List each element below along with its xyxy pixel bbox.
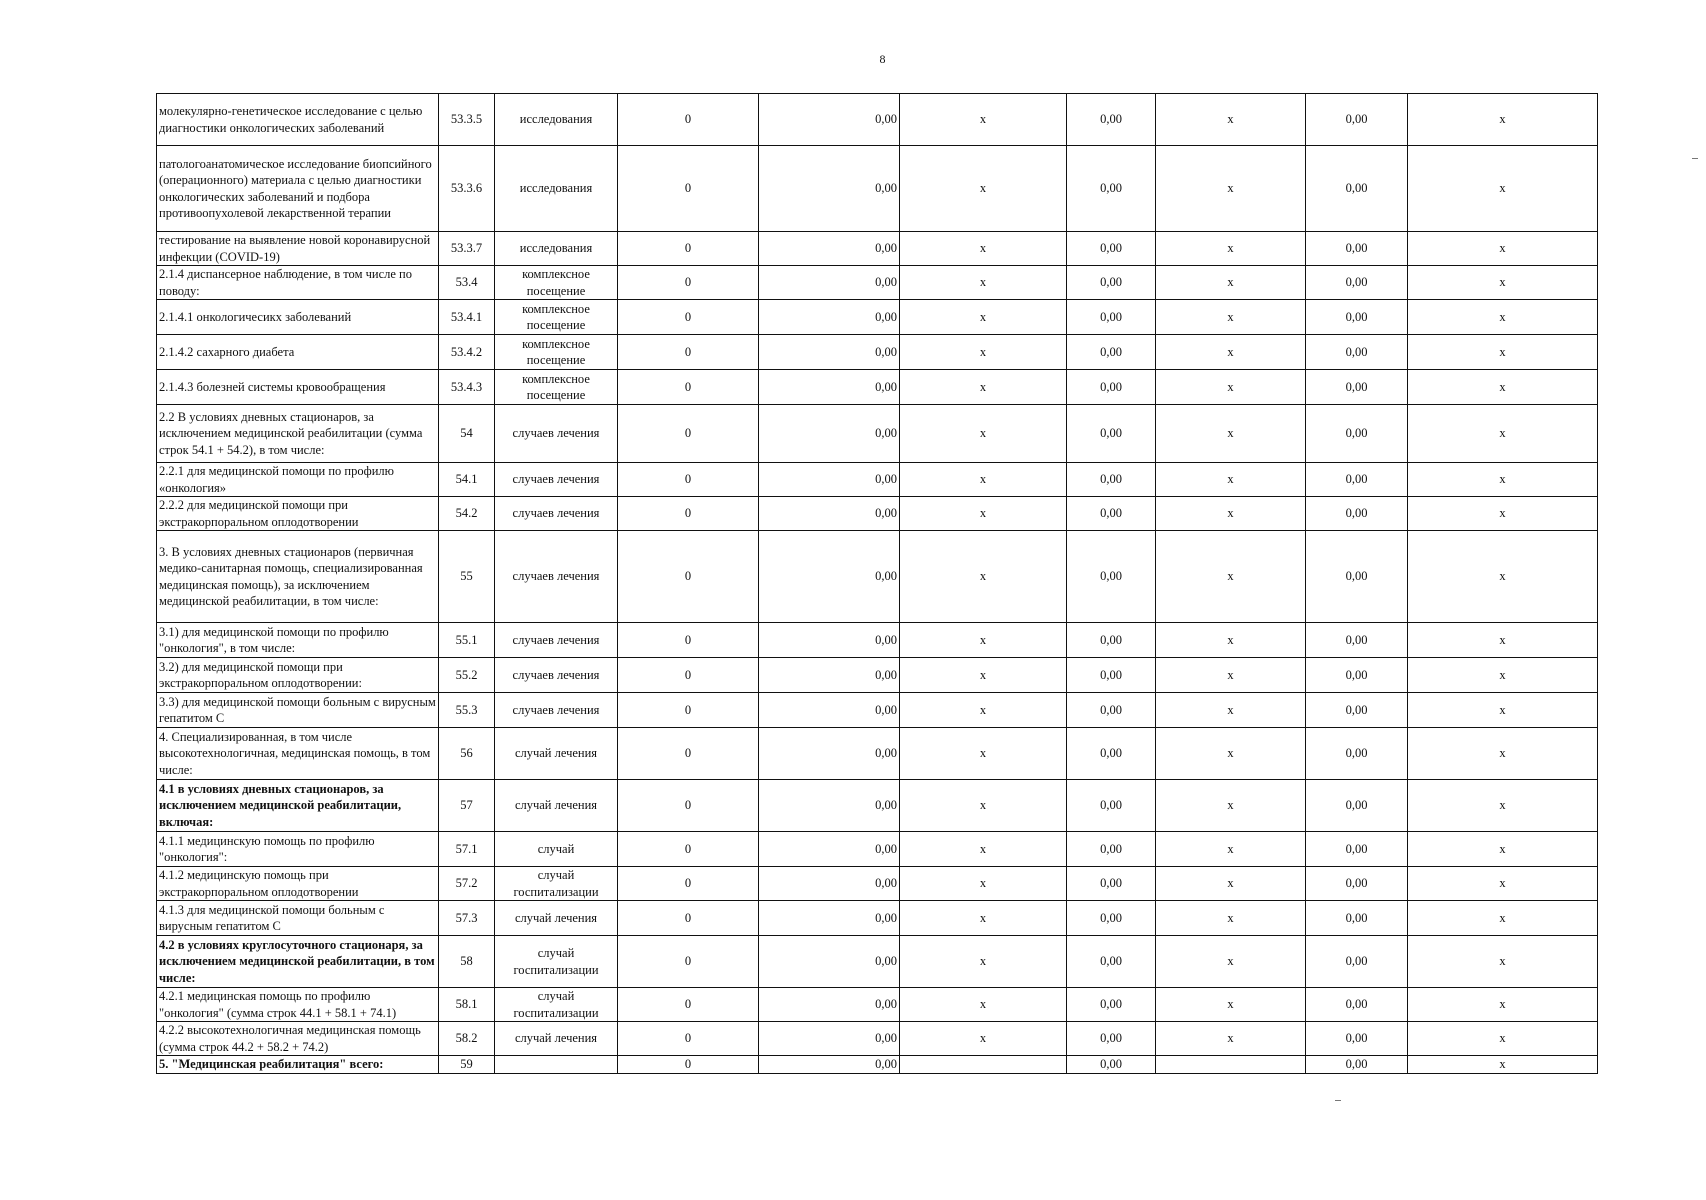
cell-x3: x (1408, 266, 1598, 300)
table-row (157, 988, 1598, 1022)
cell-v3: 0,00 (1067, 94, 1156, 146)
cell-v1: 0 (618, 405, 759, 463)
cell-v2: 0,00 (759, 497, 900, 531)
cell-v1: 0 (618, 658, 759, 693)
cell-v3: 0,00 (1067, 497, 1156, 531)
cell-v2: 0,00 (759, 901, 900, 936)
cell-v2: 0,00 (759, 335, 900, 370)
cell-x3: x (1408, 463, 1598, 497)
cell-x2: x (1156, 497, 1306, 531)
table-body (157, 94, 1598, 1074)
cell-code: 55 (439, 531, 495, 623)
cell-x3: x (1408, 728, 1598, 780)
cell-v3: 0,00 (1067, 232, 1156, 266)
cell-v1: 0 (618, 1056, 759, 1074)
cell-v2: 0,00 (759, 146, 900, 232)
cell-x2: x (1156, 623, 1306, 658)
cell-code: 57.3 (439, 901, 495, 936)
cell-x2: x (1156, 832, 1306, 867)
cell-v4: 0,00 (1306, 832, 1408, 867)
cell-v3: 0,00 (1067, 146, 1156, 232)
cell-x3: x (1408, 335, 1598, 370)
cell-unit: комплексное посещение (495, 266, 618, 300)
cell-v2: 0,00 (759, 988, 900, 1022)
cell-v3: 0,00 (1067, 335, 1156, 370)
cell-x3: x (1408, 658, 1598, 693)
table-row (157, 728, 1598, 780)
cell-unit: случаев лечения (495, 405, 618, 463)
cell-x3: x (1408, 300, 1598, 335)
cell-name: 3.1) для медицинской помощи по профилю "онкология", в том числе: (157, 623, 439, 658)
cell-x1: x (900, 693, 1067, 728)
cell-code: 53.4.3 (439, 370, 495, 405)
cell-x1: x (900, 232, 1067, 266)
cell-x2: x (1156, 693, 1306, 728)
cell-unit: случаев лечения (495, 658, 618, 693)
cell-v3: 0,00 (1067, 728, 1156, 780)
cell-x1: x (900, 463, 1067, 497)
cell-v4: 0,00 (1306, 693, 1408, 728)
cell-unit: случаев лечения (495, 693, 618, 728)
cell-v3: 0,00 (1067, 300, 1156, 335)
cell-v4: 0,00 (1306, 728, 1408, 780)
cell-x1: x (900, 300, 1067, 335)
cell-unit (495, 1056, 618, 1074)
cell-unit: исследования (495, 146, 618, 232)
cell-x3: x (1408, 405, 1598, 463)
cell-x2: x (1156, 405, 1306, 463)
cell-v2: 0,00 (759, 405, 900, 463)
cell-v1: 0 (618, 693, 759, 728)
cell-v1: 0 (618, 266, 759, 300)
cell-x3: x (1408, 94, 1598, 146)
cell-x1: x (900, 405, 1067, 463)
cell-v3: 0,00 (1067, 405, 1156, 463)
cell-unit: случай (495, 832, 618, 867)
cell-x2: x (1156, 146, 1306, 232)
cell-unit: комплексное посещение (495, 300, 618, 335)
cell-v3: 0,00 (1067, 266, 1156, 300)
cell-unit: комплексное посещение (495, 370, 618, 405)
cell-x2: x (1156, 266, 1306, 300)
cell-name: 4.1 в условиях дневных стационаров, за исключением медицинской реабилитации, включая: (157, 780, 439, 832)
cell-x1: x (900, 1022, 1067, 1056)
cell-name: 2.1.4.1 онкологичесикх заболеваний (157, 300, 439, 335)
cell-v3: 0,00 (1067, 658, 1156, 693)
cell-v1: 0 (618, 867, 759, 901)
cell-name: 4.2.2 высокотехнологичная медицинская помощь (сумма строк 44.2 + 58.2 + 74.2) (157, 1022, 439, 1056)
cell-v4: 0,00 (1306, 531, 1408, 623)
scan-mark (1692, 158, 1698, 159)
table-row (157, 300, 1598, 335)
cell-code: 53.3.5 (439, 94, 495, 146)
table-row (157, 94, 1598, 146)
cell-v3: 0,00 (1067, 988, 1156, 1022)
cell-v2: 0,00 (759, 94, 900, 146)
cell-x2: x (1156, 658, 1306, 693)
table-row (157, 497, 1598, 531)
cell-v2: 0,00 (759, 728, 900, 780)
cell-x3: x (1408, 867, 1598, 901)
table-row (157, 146, 1598, 232)
cell-v1: 0 (618, 300, 759, 335)
cell-v1: 0 (618, 232, 759, 266)
cell-name: патологоанатомическое исследование биопсийного (операционного) материала с целью диагностики онкологических заболеваний и подбора противоопухолевой лекарственной терапии (157, 146, 439, 232)
cell-v1: 0 (618, 370, 759, 405)
cell-x3: x (1408, 531, 1598, 623)
cell-code: 57 (439, 780, 495, 832)
cell-v2: 0,00 (759, 1056, 900, 1074)
cell-v4: 0,00 (1306, 370, 1408, 405)
cell-x2: x (1156, 94, 1306, 146)
cell-unit: исследования (495, 94, 618, 146)
cell-name: 4.2 в условиях круглосуточного стационаря, за исключением медицинской реабилитации, в том числе: (157, 936, 439, 988)
table-row (157, 832, 1598, 867)
cell-x1 (900, 1056, 1067, 1074)
cell-code: 57.2 (439, 867, 495, 901)
cell-unit: случаев лечения (495, 497, 618, 531)
cell-v1: 0 (618, 901, 759, 936)
cell-x2: x (1156, 335, 1306, 370)
cell-x2 (1156, 1056, 1306, 1074)
scan-mark (1335, 1100, 1341, 1101)
cell-x1: x (900, 531, 1067, 623)
cell-x1: x (900, 832, 1067, 867)
cell-x1: x (900, 936, 1067, 988)
cell-x1: x (900, 867, 1067, 901)
cell-v1: 0 (618, 1022, 759, 1056)
table-row (157, 623, 1598, 658)
cell-unit: случай лечения (495, 728, 618, 780)
cell-x2: x (1156, 300, 1306, 335)
cell-x1: x (900, 728, 1067, 780)
cell-v1: 0 (618, 94, 759, 146)
cell-v2: 0,00 (759, 300, 900, 335)
cell-x3: x (1408, 497, 1598, 531)
cell-unit: случай лечения (495, 901, 618, 936)
cell-x1: x (900, 901, 1067, 936)
table-row (157, 531, 1598, 623)
cell-name: 3. В условиях дневных стационаров (первичная медико-санитарная помощь, специализированная медицинская помощь), за исключением медицинской реабилитации, в том числе: (157, 531, 439, 623)
cell-x2: x (1156, 531, 1306, 623)
cell-v3: 0,00 (1067, 780, 1156, 832)
cell-code: 53.4 (439, 266, 495, 300)
cell-unit: случай госпитализации (495, 936, 618, 988)
table-row (157, 335, 1598, 370)
cell-x2: x (1156, 988, 1306, 1022)
cell-v4: 0,00 (1306, 1022, 1408, 1056)
cell-name: 2.2.1 для медицинской помощи по профилю «онкология» (157, 463, 439, 497)
cell-unit: случаев лечения (495, 463, 618, 497)
cell-v3: 0,00 (1067, 463, 1156, 497)
cell-v1: 0 (618, 531, 759, 623)
cell-v4: 0,00 (1306, 405, 1408, 463)
cell-name: 4.2.1 медицинская помощь по профилю "онкология" (сумма строк 44.1 + 58.1 + 74.1) (157, 988, 439, 1022)
cell-x2: x (1156, 867, 1306, 901)
cell-code: 53.3.6 (439, 146, 495, 232)
cell-x1: x (900, 988, 1067, 1022)
cell-code: 54.1 (439, 463, 495, 497)
cell-unit: случай госпитализации (495, 867, 618, 901)
cell-x3: x (1408, 901, 1598, 936)
cell-code: 58.1 (439, 988, 495, 1022)
cell-x1: x (900, 497, 1067, 531)
cell-x3: x (1408, 146, 1598, 232)
cell-code: 55.2 (439, 658, 495, 693)
cell-v4: 0,00 (1306, 1056, 1408, 1074)
cell-code: 53.4.2 (439, 335, 495, 370)
cell-v3: 0,00 (1067, 867, 1156, 901)
cell-v4: 0,00 (1306, 146, 1408, 232)
table-row (157, 901, 1598, 936)
cell-v4: 0,00 (1306, 300, 1408, 335)
cell-v1: 0 (618, 832, 759, 867)
cell-x3: x (1408, 1056, 1598, 1074)
cell-x3: x (1408, 936, 1598, 988)
cell-name: 5. "Медицинская реабилитация" всего: (157, 1056, 439, 1074)
cell-unit: случаев лечения (495, 623, 618, 658)
cell-v4: 0,00 (1306, 232, 1408, 266)
cell-v1: 0 (618, 497, 759, 531)
cell-v1: 0 (618, 463, 759, 497)
cell-v4: 0,00 (1306, 94, 1408, 146)
cell-code: 56 (439, 728, 495, 780)
table-row (157, 1022, 1598, 1056)
cell-x1: x (900, 266, 1067, 300)
cell-v2: 0,00 (759, 780, 900, 832)
cell-v4: 0,00 (1306, 658, 1408, 693)
cell-v3: 0,00 (1067, 370, 1156, 405)
cell-v3: 0,00 (1067, 693, 1156, 728)
cell-x2: x (1156, 780, 1306, 832)
cell-x1: x (900, 94, 1067, 146)
cell-v2: 0,00 (759, 232, 900, 266)
cell-x2: x (1156, 901, 1306, 936)
cell-v2: 0,00 (759, 693, 900, 728)
cell-code: 53.3.7 (439, 232, 495, 266)
cell-x3: x (1408, 623, 1598, 658)
cell-v4: 0,00 (1306, 497, 1408, 531)
cell-v2: 0,00 (759, 623, 900, 658)
cell-v3: 0,00 (1067, 531, 1156, 623)
cell-v2: 0,00 (759, 1022, 900, 1056)
table-row (157, 1056, 1598, 1074)
document-sheet (156, 93, 1598, 1074)
cell-name: 3.2) для медицинской помощи при экстракорпоральном оплодотворении: (157, 658, 439, 693)
cell-name: 2.1.4.3 болезней системы кровообращения (157, 370, 439, 405)
cell-unit: исследования (495, 232, 618, 266)
cell-x2: x (1156, 463, 1306, 497)
cell-unit: случаев лечения (495, 531, 618, 623)
cell-code: 54.2 (439, 497, 495, 531)
cell-v4: 0,00 (1306, 266, 1408, 300)
cell-v1: 0 (618, 728, 759, 780)
cell-name: 3.3) для медицинской помощи больным с вирусным гепатитом С (157, 693, 439, 728)
cell-code: 59 (439, 1056, 495, 1074)
cell-code: 58 (439, 936, 495, 988)
cell-v1: 0 (618, 936, 759, 988)
cell-v2: 0,00 (759, 463, 900, 497)
cell-v3: 0,00 (1067, 832, 1156, 867)
cell-v1: 0 (618, 335, 759, 370)
table-row (157, 936, 1598, 988)
cell-name: 4.1.3 для медицинской помощи больным с вирусным гепатитом С (157, 901, 439, 936)
cell-name: 4.1.1 медицинскую помощь по профилю "онкология": (157, 832, 439, 867)
cell-x1: x (900, 623, 1067, 658)
cell-code: 54 (439, 405, 495, 463)
cell-v4: 0,00 (1306, 780, 1408, 832)
cell-name: 2.1.4 диспансерное наблюдение, в том числе по поводу: (157, 266, 439, 300)
table-row (157, 658, 1598, 693)
cell-v2: 0,00 (759, 370, 900, 405)
table-row (157, 405, 1598, 463)
cell-code: 55.3 (439, 693, 495, 728)
cell-v4: 0,00 (1306, 901, 1408, 936)
data-table (156, 93, 1598, 1074)
cell-v3: 0,00 (1067, 901, 1156, 936)
cell-v1: 0 (618, 988, 759, 1022)
cell-v4: 0,00 (1306, 623, 1408, 658)
cell-code: 58.2 (439, 1022, 495, 1056)
cell-v3: 0,00 (1067, 623, 1156, 658)
cell-name: 2.1.4.2 сахарного диабета (157, 335, 439, 370)
cell-v4: 0,00 (1306, 335, 1408, 370)
cell-v2: 0,00 (759, 867, 900, 901)
cell-v3: 0,00 (1067, 1056, 1156, 1074)
cell-v1: 0 (618, 780, 759, 832)
cell-name: 2.2.2 для медицинской помощи при экстракорпоральном оплодотворении (157, 497, 439, 531)
cell-v2: 0,00 (759, 531, 900, 623)
cell-v4: 0,00 (1306, 867, 1408, 901)
cell-v2: 0,00 (759, 832, 900, 867)
cell-name: тестирование на выявление новой коронавирусной инфекции (COVID-19) (157, 232, 439, 266)
cell-x3: x (1408, 832, 1598, 867)
cell-v3: 0,00 (1067, 936, 1156, 988)
cell-v1: 0 (618, 146, 759, 232)
cell-name: молекулярно-генетическое исследование с целью диагностики онкологических заболеваний (157, 94, 439, 146)
cell-x3: x (1408, 693, 1598, 728)
cell-v4: 0,00 (1306, 936, 1408, 988)
cell-x3: x (1408, 988, 1598, 1022)
cell-v2: 0,00 (759, 266, 900, 300)
table-row (157, 266, 1598, 300)
table-row (157, 232, 1598, 266)
cell-code: 57.1 (439, 832, 495, 867)
cell-unit: случай лечения (495, 780, 618, 832)
cell-x1: x (900, 780, 1067, 832)
cell-v2: 0,00 (759, 936, 900, 988)
cell-x2: x (1156, 1022, 1306, 1056)
cell-name: 2.2 В условиях дневных стационаров, за исключением медицинской реабилитации (сумма строк 54.1 + 54.2), в том числе: (157, 405, 439, 463)
cell-x2: x (1156, 232, 1306, 266)
table-row (157, 867, 1598, 901)
cell-x3: x (1408, 1022, 1598, 1056)
cell-v3: 0,00 (1067, 1022, 1156, 1056)
cell-v2: 0,00 (759, 658, 900, 693)
cell-v4: 0,00 (1306, 988, 1408, 1022)
table-row (157, 780, 1598, 832)
cell-x2: x (1156, 936, 1306, 988)
cell-x1: x (900, 658, 1067, 693)
cell-x2: x (1156, 728, 1306, 780)
cell-x1: x (900, 370, 1067, 405)
cell-unit: случай госпитализации (495, 988, 618, 1022)
table-row (157, 463, 1598, 497)
cell-code: 53.4.1 (439, 300, 495, 335)
table-row (157, 693, 1598, 728)
cell-v4: 0,00 (1306, 463, 1408, 497)
cell-x1: x (900, 146, 1067, 232)
cell-v1: 0 (618, 623, 759, 658)
cell-name: 4.1.2 медицинскую помощь при экстракорпоральном оплодотворении (157, 867, 439, 901)
cell-x1: x (900, 335, 1067, 370)
cell-x3: x (1408, 232, 1598, 266)
cell-code: 55.1 (439, 623, 495, 658)
cell-x2: x (1156, 370, 1306, 405)
table-row (157, 370, 1598, 405)
cell-name: 4. Специализированная, в том числе высокотехнологичная, медицинская помощь, в том числе: (157, 728, 439, 780)
cell-unit: комплексное посещение (495, 335, 618, 370)
cell-x3: x (1408, 780, 1598, 832)
page-number: 8 (879, 52, 886, 66)
cell-unit: случай лечения (495, 1022, 618, 1056)
cell-x3: x (1408, 370, 1598, 405)
